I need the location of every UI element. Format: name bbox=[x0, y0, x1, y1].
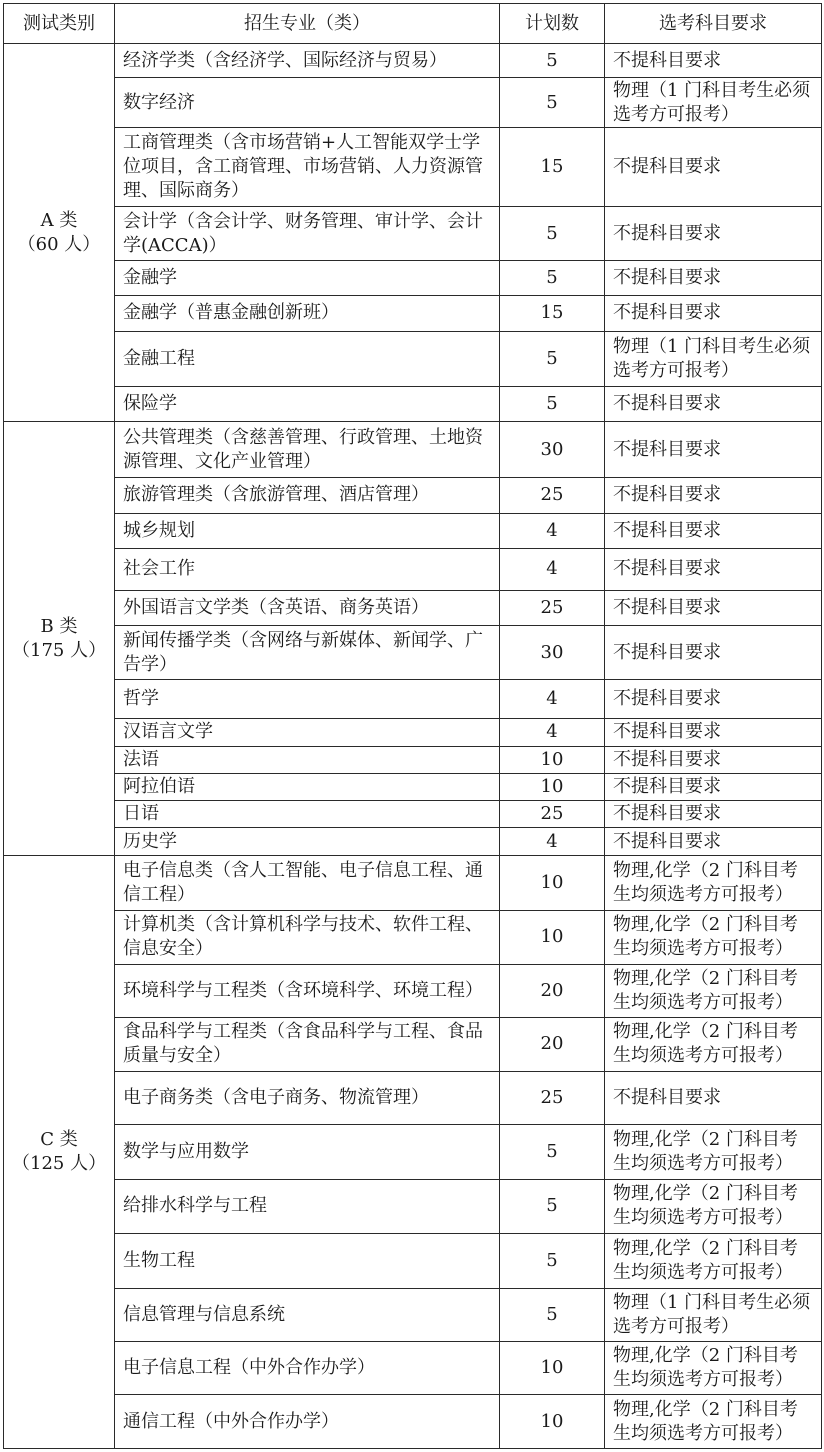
plan-count-cell: 5 bbox=[500, 44, 605, 78]
table-row bbox=[4, 331, 822, 386]
plan-count-cell: 5 bbox=[500, 386, 605, 421]
major-cell: 计算机类（含计算机科学与技术、软件工程、信息安全） bbox=[115, 910, 500, 964]
major-cell: 保险学 bbox=[115, 386, 500, 421]
plan-count-cell: 4 bbox=[500, 548, 605, 590]
table-body bbox=[4, 44, 822, 1449]
major-cell: 哲学 bbox=[115, 680, 500, 718]
subject-requirement-cell: 不提科目要求 bbox=[605, 1071, 822, 1124]
plan-count-cell: 25 bbox=[500, 478, 605, 513]
table-row bbox=[4, 128, 822, 206]
subject-requirement-cell: 不提科目要求 bbox=[605, 128, 822, 206]
table-row bbox=[4, 680, 822, 718]
table-header-row bbox=[4, 4, 822, 44]
major-cell: 外国语言文学类（含英语、商务英语） bbox=[115, 591, 500, 626]
table-row bbox=[4, 591, 822, 626]
plan-count-cell: 25 bbox=[500, 801, 605, 828]
table-row bbox=[4, 1018, 822, 1071]
subject-requirement-cell: 不提科目要求 bbox=[605, 680, 822, 718]
plan-count-cell: 4 bbox=[500, 513, 605, 548]
subject-requirement-cell: 不提科目要求 bbox=[605, 513, 822, 548]
subject-requirement-cell: 不提科目要求 bbox=[605, 746, 822, 773]
subject-requirement-cell: 不提科目要求 bbox=[605, 548, 822, 590]
subject-requirement-cell: 物理,化学（2 门科目考生均须选考方可报考） bbox=[605, 1342, 822, 1395]
header-test-category: 测试类别 bbox=[4, 4, 115, 44]
major-cell: 公共管理类（含慈善管理、行政管理、土地资源管理、文化产业管理） bbox=[115, 422, 500, 478]
subject-requirement-cell: 不提科目要求 bbox=[605, 591, 822, 626]
table-row bbox=[4, 386, 822, 421]
subject-requirement-cell: 不提科目要求 bbox=[605, 478, 822, 513]
major-cell: 通信工程（中外合作办学） bbox=[115, 1395, 500, 1449]
table-row bbox=[4, 965, 822, 1018]
plan-count-cell: 10 bbox=[500, 773, 605, 800]
major-cell: 食品科学与工程类（含食品科学与工程、食品质量与安全） bbox=[115, 1018, 500, 1071]
subject-requirement-cell: 物理,化学（2 门科目考生均须选考方可报考） bbox=[605, 1124, 822, 1179]
major-cell: 工商管理类（含市场营销+人工智能双学士学位项目，含工商管理、市场营销、人力资源管理、国际商务） bbox=[115, 128, 500, 206]
subject-requirement-cell: 物理（1 门科目考生必须选考方可报考） bbox=[605, 331, 822, 386]
plan-count-cell: 10 bbox=[500, 746, 605, 773]
test-category-cell bbox=[4, 44, 115, 422]
plan-count-cell: 5 bbox=[500, 331, 605, 386]
category-total: （60 人） bbox=[17, 233, 101, 255]
table-row bbox=[4, 1180, 822, 1233]
major-cell: 金融学 bbox=[115, 261, 500, 296]
major-cell: 新闻传播学类（含网络与新媒体、新闻学、广告学） bbox=[115, 626, 500, 680]
plan-count-cell: 5 bbox=[500, 206, 605, 260]
plan-count-cell: 10 bbox=[500, 856, 605, 910]
table-row bbox=[4, 206, 822, 260]
subject-requirement-cell: 不提科目要求 bbox=[605, 386, 822, 421]
subject-requirement-cell: 不提科目要求 bbox=[605, 718, 822, 746]
major-cell: 旅游管理类（含旅游管理、酒店管理） bbox=[115, 478, 500, 513]
test-category-cell bbox=[4, 856, 115, 1449]
table-row bbox=[4, 626, 822, 680]
category-label: B 类 bbox=[40, 615, 78, 637]
major-cell: 阿拉伯语 bbox=[115, 773, 500, 800]
plan-count-cell: 30 bbox=[500, 626, 605, 680]
plan-count-cell: 15 bbox=[500, 128, 605, 206]
subject-requirement-cell: 不提科目要求 bbox=[605, 801, 822, 828]
major-cell: 法语 bbox=[115, 746, 500, 773]
major-cell: 数学与应用数学 bbox=[115, 1124, 500, 1179]
subject-requirement-cell: 不提科目要求 bbox=[605, 626, 822, 680]
major-cell: 汉语言文学 bbox=[115, 718, 500, 746]
plan-count-cell: 10 bbox=[500, 1342, 605, 1395]
subject-requirement-cell: 不提科目要求 bbox=[605, 261, 822, 296]
table-row bbox=[4, 78, 822, 128]
subject-requirement-cell: 物理,化学（2 门科目考生均须选考方可报考） bbox=[605, 1395, 822, 1449]
major-cell: 电子信息类（含人工智能、电子信息工程、通信工程） bbox=[115, 856, 500, 910]
subject-requirement-cell: 物理,化学（2 门科目考生均须选考方可报考） bbox=[605, 1018, 822, 1071]
header-subject-requirement: 选考科目要求 bbox=[605, 4, 822, 44]
category-total: （125 人） bbox=[12, 1153, 107, 1175]
plan-count-cell: 20 bbox=[500, 1018, 605, 1071]
header-major: 招生专业（类） bbox=[115, 4, 500, 44]
subject-requirement-cell: 不提科目要求 bbox=[605, 773, 822, 800]
table-row bbox=[4, 910, 822, 964]
subject-requirement-cell: 物理,化学（2 门科目考生均须选考方可报考） bbox=[605, 965, 822, 1018]
plan-count-cell: 5 bbox=[500, 1288, 605, 1341]
subject-requirement-cell: 物理,化学（2 门科目考生均须选考方可报考） bbox=[605, 856, 822, 910]
plan-count-cell: 5 bbox=[500, 1124, 605, 1179]
plan-count-cell: 5 bbox=[500, 261, 605, 296]
table-row bbox=[4, 801, 822, 828]
plan-count-cell: 20 bbox=[500, 965, 605, 1018]
table-row bbox=[4, 261, 822, 296]
major-cell: 信息管理与信息系统 bbox=[115, 1288, 500, 1341]
subject-requirement-cell: 物理（1 门科目考生必须选考方可报考） bbox=[605, 78, 822, 128]
table-row bbox=[4, 856, 822, 910]
table-row bbox=[4, 773, 822, 800]
plan-count-cell: 10 bbox=[500, 910, 605, 964]
table-row bbox=[4, 718, 822, 746]
table-row bbox=[4, 1342, 822, 1395]
table-row bbox=[4, 1395, 822, 1449]
major-cell: 电子信息工程（中外合作办学） bbox=[115, 1342, 500, 1395]
major-cell: 环境科学与工程类（含环境科学、环境工程） bbox=[115, 965, 500, 1018]
major-cell: 电子商务类（含电子商务、物流管理） bbox=[115, 1071, 500, 1124]
subject-requirement-cell: 物理,化学（2 门科目考生均须选考方可报考） bbox=[605, 1180, 822, 1233]
major-cell: 城乡规划 bbox=[115, 513, 500, 548]
plan-count-cell: 25 bbox=[500, 1071, 605, 1124]
table-row bbox=[4, 478, 822, 513]
major-cell: 金融学（普惠金融创新班） bbox=[115, 296, 500, 331]
plan-count-cell: 25 bbox=[500, 591, 605, 626]
major-cell: 生物工程 bbox=[115, 1233, 500, 1288]
major-cell: 数字经济 bbox=[115, 78, 500, 128]
major-cell: 社会工作 bbox=[115, 548, 500, 590]
plan-count-cell: 5 bbox=[500, 78, 605, 128]
table-row bbox=[4, 513, 822, 548]
table-row bbox=[4, 1071, 822, 1124]
plan-count-cell: 15 bbox=[500, 296, 605, 331]
table-row bbox=[4, 422, 822, 478]
plan-count-cell: 4 bbox=[500, 680, 605, 718]
admission-plan-table bbox=[3, 3, 822, 1449]
table-row bbox=[4, 1233, 822, 1288]
table-row bbox=[4, 1288, 822, 1341]
category-label: A 类 bbox=[40, 209, 78, 231]
subject-requirement-cell: 物理（1 门科目考生必须选考方可报考） bbox=[605, 1288, 822, 1341]
subject-requirement-cell: 不提科目要求 bbox=[605, 44, 822, 78]
major-cell: 日语 bbox=[115, 801, 500, 828]
subject-requirement-cell: 不提科目要求 bbox=[605, 828, 822, 856]
table-row bbox=[4, 296, 822, 331]
plan-count-cell: 10 bbox=[500, 1395, 605, 1449]
table-row bbox=[4, 1124, 822, 1179]
category-label: C 类 bbox=[40, 1129, 78, 1151]
table-row bbox=[4, 44, 822, 78]
major-cell: 金融工程 bbox=[115, 331, 500, 386]
subject-requirement-cell: 物理,化学（2 门科目考生均须选考方可报考） bbox=[605, 1233, 822, 1288]
major-cell: 历史学 bbox=[115, 828, 500, 856]
plan-count-cell: 4 bbox=[500, 718, 605, 746]
plan-count-cell: 5 bbox=[500, 1180, 605, 1233]
major-cell: 给排水科学与工程 bbox=[115, 1180, 500, 1233]
plan-count-cell: 4 bbox=[500, 828, 605, 856]
major-cell: 会计学（含会计学、财务管理、审计学、会计学(ACCA)） bbox=[115, 206, 500, 260]
plan-count-cell: 30 bbox=[500, 422, 605, 478]
table-row bbox=[4, 828, 822, 856]
major-cell: 经济学类（含经济学、国际经济与贸易） bbox=[115, 44, 500, 78]
subject-requirement-cell: 不提科目要求 bbox=[605, 206, 822, 260]
table-row bbox=[4, 746, 822, 773]
test-category-cell bbox=[4, 422, 115, 856]
plan-count-cell: 5 bbox=[500, 1233, 605, 1288]
category-total: （175 人） bbox=[12, 639, 107, 661]
subject-requirement-cell: 不提科目要求 bbox=[605, 296, 822, 331]
subject-requirement-cell: 不提科目要求 bbox=[605, 422, 822, 478]
table-row bbox=[4, 548, 822, 590]
header-plan-count: 计划数 bbox=[500, 4, 605, 44]
subject-requirement-cell: 物理,化学（2 门科目考生均须选考方可报考） bbox=[605, 910, 822, 964]
